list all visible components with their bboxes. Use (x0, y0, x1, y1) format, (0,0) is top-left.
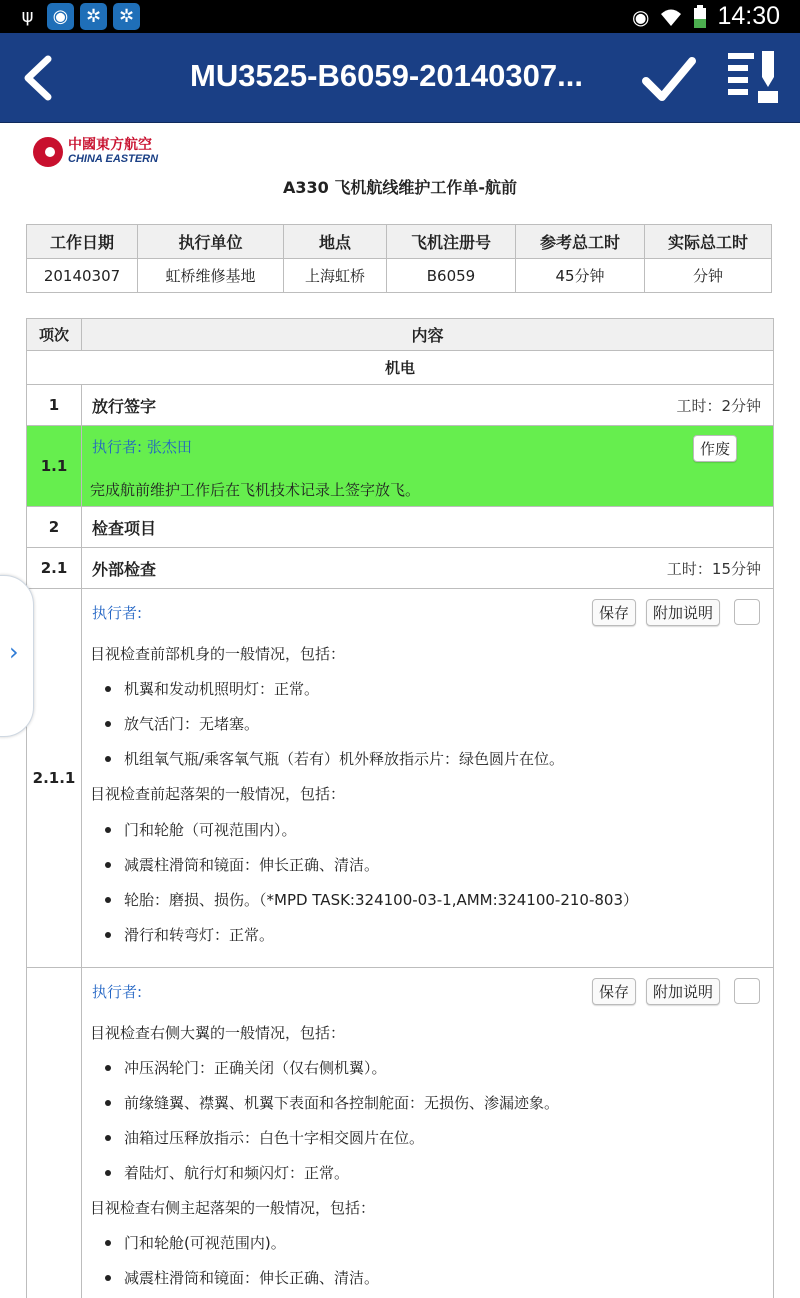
section-title: 机电 (27, 351, 773, 385)
app-notification-icon: ✲ (113, 3, 140, 30)
inspection-bullet: 门和轮舱(可视范围内)。 (108, 1232, 286, 1253)
header-actual-hours: 实际总工时 (645, 225, 772, 259)
work-info-table (26, 224, 772, 293)
executor-label: 执行者: (92, 604, 143, 622)
inspection-bullet: 减震柱滑筒和镜面：伸长正确、清洁。 (108, 1267, 379, 1288)
save-button[interactable]: 保存 (592, 978, 636, 1005)
task-row-2-1-2 (27, 968, 773, 1298)
task-hours: 工时：15分钟 (666, 559, 761, 578)
inspection-bullet: 放气活门：无堵塞。 (108, 713, 259, 734)
task-row-1 (27, 385, 773, 426)
browser-icon: ◉ (47, 3, 74, 30)
clock: 14:30 (717, 2, 780, 30)
save-button[interactable]: 保存 (592, 599, 636, 626)
header-content: 内容 (411, 326, 444, 345)
inspection-intro: 目视检查前部机身的一般情况，包括： (90, 645, 346, 663)
header-item-no: 项次 (27, 319, 82, 350)
inspection-intro: 目视检查右侧大翼的一般情况，包括： (90, 1024, 346, 1042)
back-arrow-icon[interactable] (18, 53, 58, 103)
executor-label: 执行者: (92, 983, 143, 1001)
battery-icon (693, 5, 707, 29)
logo-chinese-text: 中國東方航空 (68, 137, 152, 153)
task-row-2-1-1 (27, 589, 773, 968)
app-notification-icon: ✲ (80, 3, 107, 30)
header-location: 地点 (284, 225, 387, 259)
info-header-row (27, 225, 772, 259)
logo-english-text: CHINA EASTERN (68, 153, 159, 165)
inspection-bullet: 冲压涡轮门：正确关闭（仅右侧机翼）。 (108, 1057, 387, 1078)
item-number: 2.1.1 (27, 589, 82, 967)
chevron-right-icon: › (9, 638, 19, 666)
value-location: 上海虹桥 (284, 259, 387, 293)
china-eastern-logo (32, 135, 158, 169)
confirm-check-icon[interactable] (640, 51, 696, 107)
value-work-date: 20140307 (27, 259, 138, 293)
inspection-bullet: 滑行和转弯灯：正常。 (108, 924, 274, 945)
item-number: 2 (27, 507, 82, 547)
header-ref-hours: 参考总工时 (516, 225, 645, 259)
inspection-bullet: 机组氧气瓶/乘客氧气瓶（若有）机外释放指示片：绿色圆片在位。 (108, 748, 564, 769)
add-note-button[interactable]: 附加说明 (646, 978, 720, 1005)
value-unit: 虹桥维修基地 (138, 259, 284, 293)
item-number: 1.1 (27, 426, 82, 506)
document-title: A330 飞机航线维护工作单-航前 (283, 178, 517, 197)
notification-icons (14, 3, 140, 30)
void-button[interactable]: 作废 (693, 435, 737, 462)
task-row-2 (27, 507, 773, 548)
status-bar (0, 0, 800, 33)
done-checkbox[interactable] (734, 978, 760, 1004)
task-table-header (27, 319, 773, 351)
task-table (26, 318, 774, 1298)
inspection-bullet: 油箱过压释放指示：白色十字相交圆片在位。 (108, 1127, 424, 1148)
task-hours: 工时：2分钟 (676, 396, 761, 415)
add-note-button[interactable]: 附加说明 (646, 599, 720, 626)
task-title: 放行签字 (92, 396, 157, 416)
inspection-bullet: 减震柱滑筒和镜面：伸长正确、清洁。 (108, 854, 379, 875)
usb-icon: ψ (21, 6, 34, 27)
eye-icon: ◉ (631, 4, 650, 29)
info-value-row (27, 259, 772, 293)
value-ref-hours: 45分钟 (516, 259, 645, 293)
action-bar (0, 33, 800, 123)
inspection-bullet: 机翼和发动机照明灯：正常。 (108, 678, 319, 699)
inspection-bullet: 前缘缝翼、襟翼、机翼下表面和各控制舵面：无损伤、渗漏迹象。 (108, 1092, 559, 1113)
task-title: 外部检查 (92, 559, 157, 579)
task-description: 完成航前维护工作后在飞机技术记录上签字放飞。 (90, 481, 421, 499)
task-row-2-1 (27, 548, 773, 589)
inspection-bullet: 轮胎：磨损、损伤。（*MPD TASK:324100-03-1,AMM:324100-210-803） (108, 889, 638, 910)
done-checkbox[interactable] (734, 599, 760, 625)
item-number: 1 (27, 385, 82, 425)
header-registration: 飞机注册号 (387, 225, 516, 259)
inspection-intro: 目视检查右侧主起落架的一般情况，包括： (90, 1199, 376, 1217)
sign-pen-icon[interactable] (724, 47, 780, 107)
task-title: 检查项目 (92, 518, 157, 538)
inspection-bullet: 门和轮舱（可视范围内）。 (108, 819, 297, 840)
inspection-intro: 目视检查前起落架的一般情况，包括： (90, 785, 346, 803)
header-unit: 执行单位 (138, 225, 284, 259)
task-row-1-1 (27, 426, 773, 507)
value-registration: B6059 (387, 259, 516, 293)
side-drawer-handle[interactable] (0, 575, 34, 737)
china-eastern-emblem-icon (32, 136, 64, 168)
inspection-bullet: 着陆灯、航行灯和频闪灯：正常。 (108, 1162, 349, 1183)
value-actual-hours: 分钟 (645, 259, 772, 293)
item-number (27, 968, 82, 1298)
system-icons (632, 2, 780, 31)
header-work-date: 工作日期 (27, 225, 138, 259)
item-number: 2.1 (27, 548, 82, 588)
executor-label: 执行者: 张杰田 (92, 438, 192, 456)
wifi-icon (659, 6, 683, 28)
page-title: MU3525-B6059-20140307... (190, 58, 583, 93)
